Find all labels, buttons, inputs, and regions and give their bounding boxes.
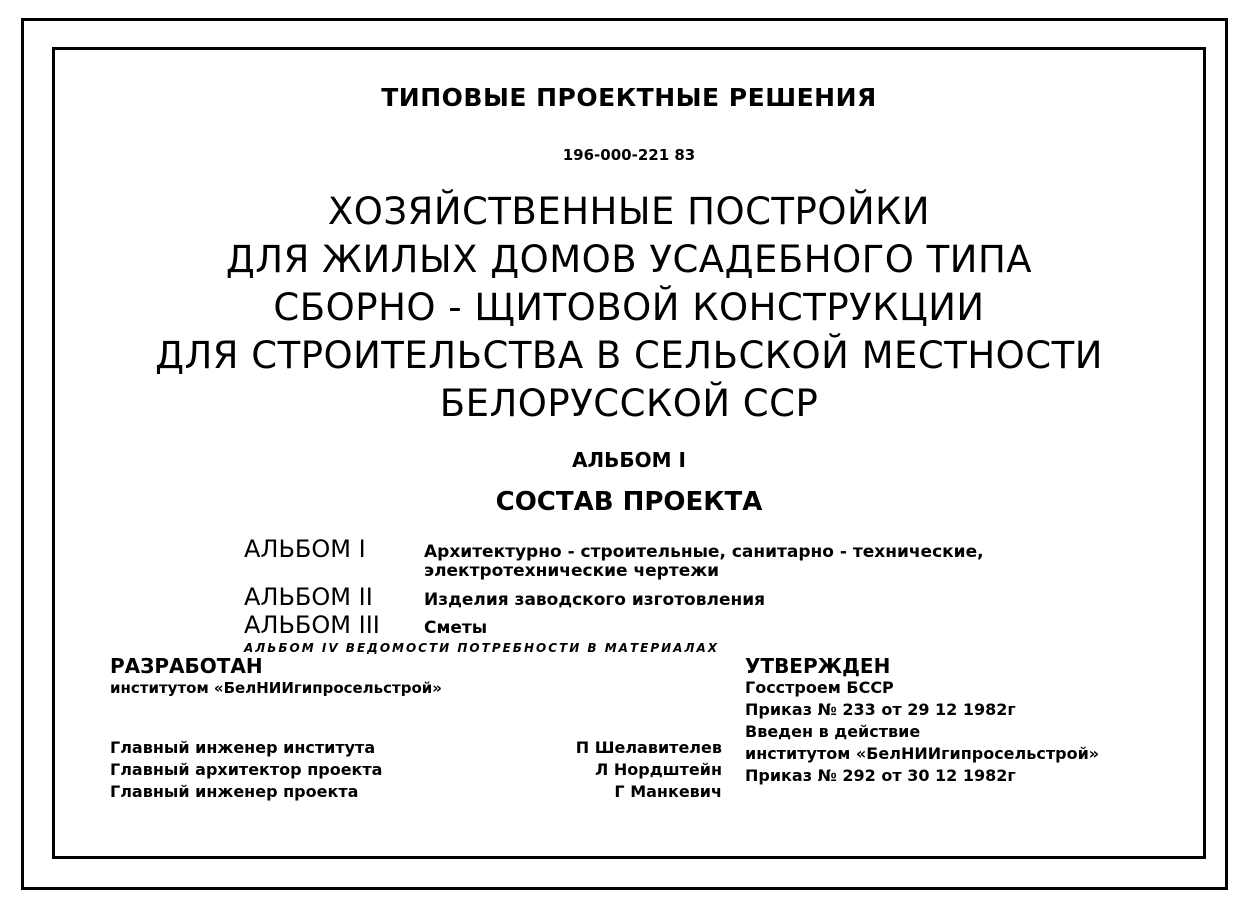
enacted-label: Введен в действие bbox=[745, 722, 921, 741]
staff-role: Главный инженер института bbox=[110, 738, 376, 757]
developed-by: институтом «БелНИИгипросельстрой» bbox=[110, 679, 442, 697]
staff-role: Главный инженер проекта bbox=[110, 782, 359, 801]
enacted-order: Приказ № 292 от 30 12 1982г bbox=[745, 766, 1016, 785]
album-name: АЛЬБОМ II bbox=[244, 583, 373, 611]
enacted-by: институтом «БелНИИгипросельстрой» bbox=[745, 744, 1100, 763]
album-label: АЛЬБОМ I bbox=[572, 448, 686, 472]
developed-block bbox=[110, 655, 442, 699]
staff-name: П Шелавителев bbox=[575, 738, 722, 757]
album-description: Архитектурно - строительные, санитарно - технические, bbox=[424, 542, 984, 562]
approved-block bbox=[745, 655, 1099, 787]
staff-row bbox=[110, 759, 722, 781]
album-item bbox=[244, 611, 1144, 639]
approved-by: Госстроем БССР bbox=[745, 678, 894, 697]
approved-heading: УТВЕРЖДЕН bbox=[745, 654, 891, 678]
albums-list bbox=[244, 535, 1144, 639]
title-line: ДЛЯ ЖИЛЫХ ДОМОВ УСАДЕБНОГО ТИПА bbox=[225, 238, 1033, 281]
series-heading: ТИПОВЫЕ ПРОЕКТНЫЕ РЕШЕНИЯ bbox=[381, 83, 877, 112]
staff-name: Г Манкевич bbox=[614, 782, 722, 801]
staff-row bbox=[110, 737, 722, 759]
developed-heading: РАЗРАБОТАН bbox=[110, 654, 263, 678]
staff-role: Главный архитектор проекта bbox=[110, 760, 383, 779]
approval-order: Приказ № 233 от 29 12 1982г bbox=[745, 700, 1016, 719]
album-description: Сметы bbox=[424, 618, 488, 638]
staff-row bbox=[110, 781, 722, 803]
album-iv-handwritten: АЛЬБОМ IV ВЕДОМОСТИ ПОТРЕБНОСТИ В МАТЕРИАЛАХ bbox=[244, 641, 719, 655]
staff-list bbox=[110, 737, 722, 803]
title-line: ХОЗЯЙСТВЕННЫЕ ПОСТРОЙКИ bbox=[327, 190, 931, 233]
album-item bbox=[244, 535, 1144, 563]
album-description: Изделия заводского изготовления bbox=[424, 590, 766, 610]
main-title bbox=[52, 188, 1206, 428]
album-name: АЛЬБОМ III bbox=[244, 611, 380, 639]
staff-name: Л Нордштейн bbox=[595, 760, 722, 779]
document-code: 196-000-221 83 bbox=[562, 146, 696, 164]
title-line: БЕЛОРУССКОЙ ССР bbox=[439, 382, 819, 425]
title-line: ДЛЯ СТРОИТЕЛЬСТВА В СЕЛЬСКОЙ МЕСТНОСТИ bbox=[155, 334, 1103, 377]
title-line: СБОРНО - ЩИТОВОЙ КОНСТРУКЦИИ bbox=[273, 286, 985, 329]
album-item bbox=[244, 583, 1144, 611]
album-description-continued: электротехнические чертежи bbox=[424, 561, 720, 581]
contents-title: СОСТАВ ПРОЕКТА bbox=[495, 487, 763, 517]
album-name: АЛЬБОМ I bbox=[244, 535, 366, 563]
